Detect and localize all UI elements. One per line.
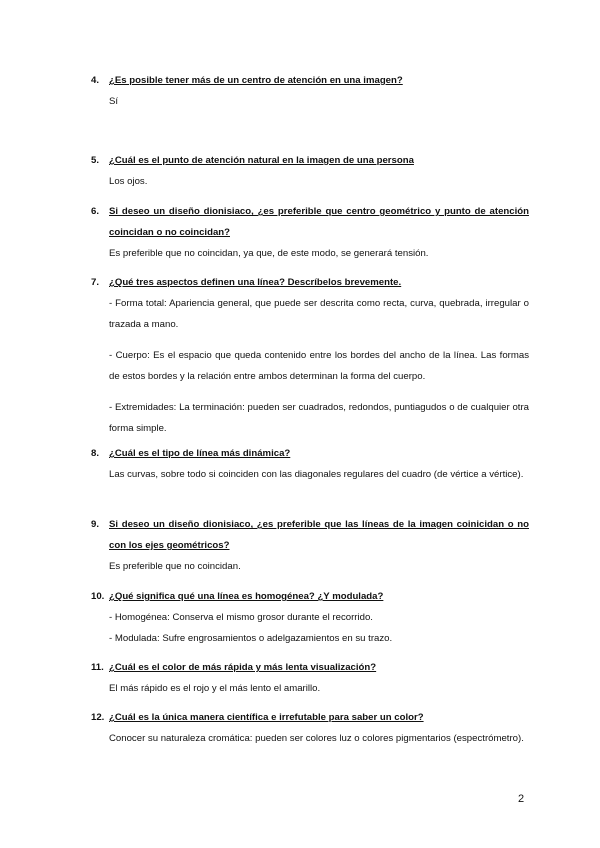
question-12 [91,707,529,749]
answer-paragraph: Sí [109,96,119,107]
answer-paragraph: El más rápido es el rojo y el más lento el amarillo. [109,683,321,694]
answer-paragraph: Es preferible que no coincidan, ya que, de este modo, se generará tensión. [109,248,429,259]
question-answer [109,678,529,699]
question-10 [91,586,529,649]
question-answer [109,171,529,192]
question-11 [91,657,529,699]
question-7 [91,272,529,439]
question-title: Si deseo un diseño dionisiaco, ¿es preferible que centro geométrico y punto de atención coincidan o no coincidan? [109,206,529,238]
answer-paragraph: Es preferible que no coincidan. [109,561,241,572]
answer-paragraph: Conocer su naturaleza cromática: pueden ser colores luz o colores pigmentarios (espectrómetro). [109,733,524,744]
question-4 [91,70,529,112]
question-number: 9. [91,519,100,530]
answer-paragraph: - Cuerpo: Es el espacio que queda contenido entre los bordes del ancho de la línea. Las formas de estos bordes y la relación entre ambos determinan la forma del cuerpo. [109,350,529,382]
answer-paragraph: Las curvas, sobre todo si coinciden con las diagonales regulares del cuadro (de vértice a vértice). [109,469,524,480]
question-answer [109,464,529,485]
answer-paragraph: - Modulada: Sufre engrosamientos o adelgazamientos en su trazo. [109,633,393,644]
question-title: ¿Qué tres aspectos definen una línea? Descríbelos brevemente. [109,277,402,288]
question-title: ¿Qué significa qué una línea es homogénea? ¿Y modulada? [109,591,384,602]
question-number: 10. [91,591,105,602]
answer-paragraph: - Forma total: Apariencia general, que puede ser descrita como recta, curva, quebrada, irregular o trazada a mano. [109,298,529,330]
question-number: 4. [91,75,100,86]
question-8 [91,443,529,485]
answer-paragraph: Los ojos. [109,176,148,187]
question-number: 11. [91,662,104,673]
question-answer [109,91,529,112]
answer-paragraph: - Extremidades: La terminación: pueden ser cuadrados, redondos, puntiagudos o de cualquier otra forma simple. [109,402,529,434]
question-title: ¿Cuál es el punto de atención natural en la imagen de una persona [109,155,414,166]
answer-paragraph: - Homogénea: Conserva el mismo grosor durante el recorrido. [109,612,373,623]
question-number: 12. [91,712,105,723]
question-number: 6. [91,206,100,217]
question-title: ¿Es posible tener más de un centro de atención en una imagen? [109,75,403,86]
question-5 [91,150,529,192]
question-answer [109,728,529,749]
question-6 [91,201,529,264]
question-title: ¿Cuál es la única manera científica e irrefutable para saber un color? [109,712,424,723]
question-9 [91,514,529,577]
page-number: 2 [518,793,525,805]
question-number: 8. [91,448,100,459]
question-title: ¿Cuál es el color de más rápida y más lenta visualización? [109,662,377,673]
question-answer [109,293,529,439]
question-answer [109,556,529,577]
question-title: ¿Cuál es el tipo de línea más dinámica? [109,448,291,459]
question-number: 7. [91,277,100,288]
question-number: 5. [91,155,100,166]
question-title: Si deseo un diseño dionisiaco, ¿es preferible que las líneas de la imagen coinicidan o no con los ejes geométricos? [109,519,529,551]
question-answer [109,243,529,264]
question-answer [109,607,529,649]
